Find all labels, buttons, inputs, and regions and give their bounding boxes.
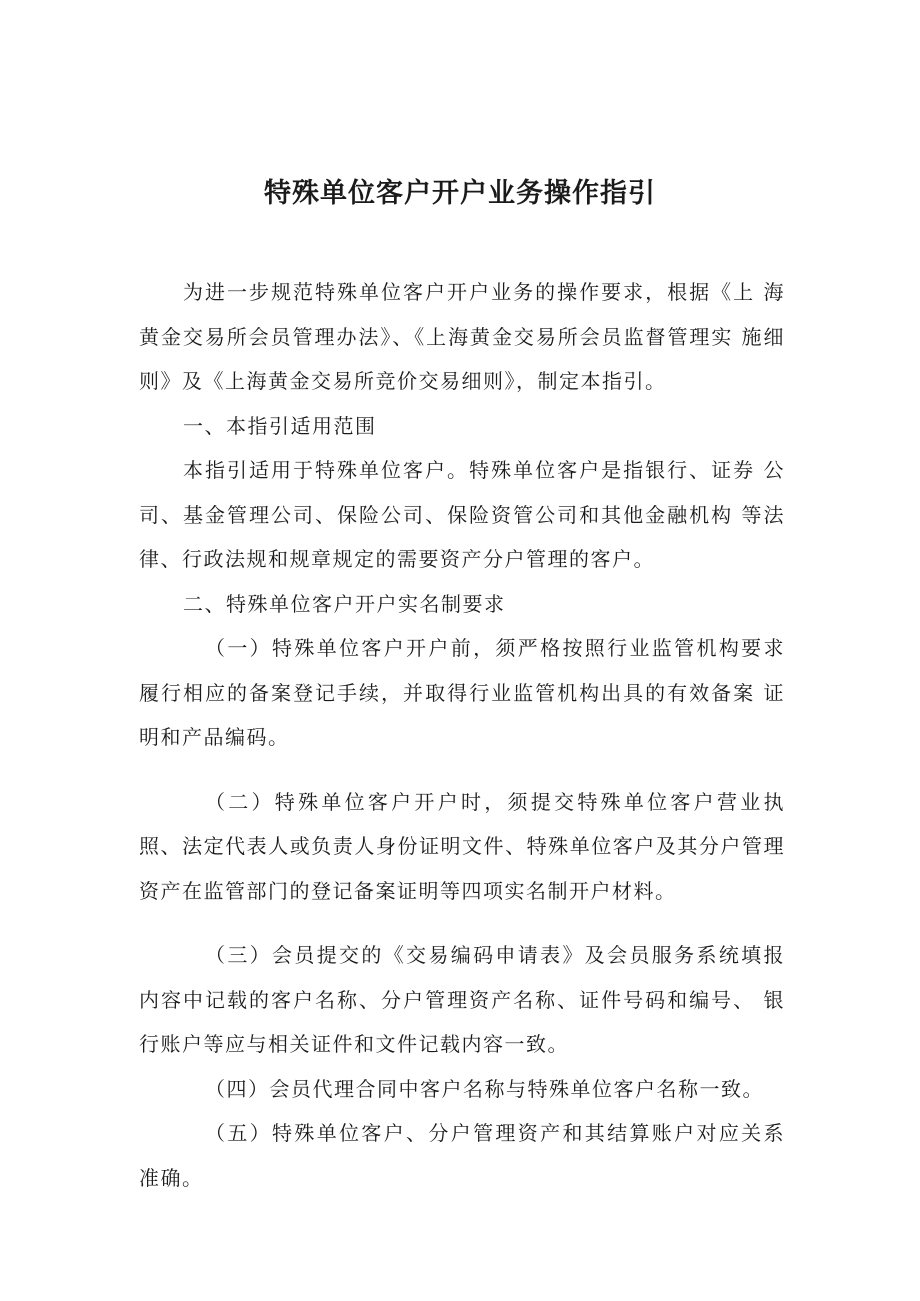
- section-1-heading: 一、本指引适用范围: [183, 413, 377, 438]
- section-2-heading: 二、特殊单位客户开户实名制要求: [183, 591, 506, 616]
- document-body: [139, 270, 785, 1200]
- section-2-item-3: （三）会员提交的《交易编码申请表》及会员服务系统填报 内容中记载的客户名称、分户管理资产名称、证件号码和编号、 银行账户等应与相关证件和文件记载内容一致。: [139, 943, 785, 1056]
- section-2-item-1: （一）特殊单位客户开户前，须严格按照行业监管机构要求 履行相应的备案登记手续，并取得行业监管机构出具的有效备案 证明和产品编码。: [139, 636, 785, 749]
- section-2-item-2: （二）特殊单位客户开户时，须提交特殊单位客户营业执照、法定代表人或负责人身份证明文件、特殊单位客户及其分户管理 资产在监管部门的登记备案证明等四项实名制开户材料。: [139, 789, 785, 903]
- intro-paragraph: 为进一步规范特殊单位客户开户业务的操作要求，根据《上 海黄金交易所会员管理办法》、《上海黄金交易所会员监督管理实 施细则》及《上海黄金交易所竞价交易细则》，制定本指引。: [139, 280, 785, 393]
- section-2-item-4: （四）会员代理合同中客户名称与特殊单位客户名称一致。: [205, 1076, 764, 1101]
- section-1-paragraph: 本指引适用于特殊单位客户。特殊单位客户是指银行、证券 公司、基金管理公司、保险公司、保险资管公司和其他金融机构 等法律、行政法规和规章规定的需要资产分户管理的客户。: [139, 458, 785, 571]
- document-title: 特殊单位客户开户业务操作指引: [264, 178, 656, 209]
- section-2-item-5: （五）特殊单位客户、分户管理资产和其结算账户对应关系 准确。: [139, 1121, 785, 1190]
